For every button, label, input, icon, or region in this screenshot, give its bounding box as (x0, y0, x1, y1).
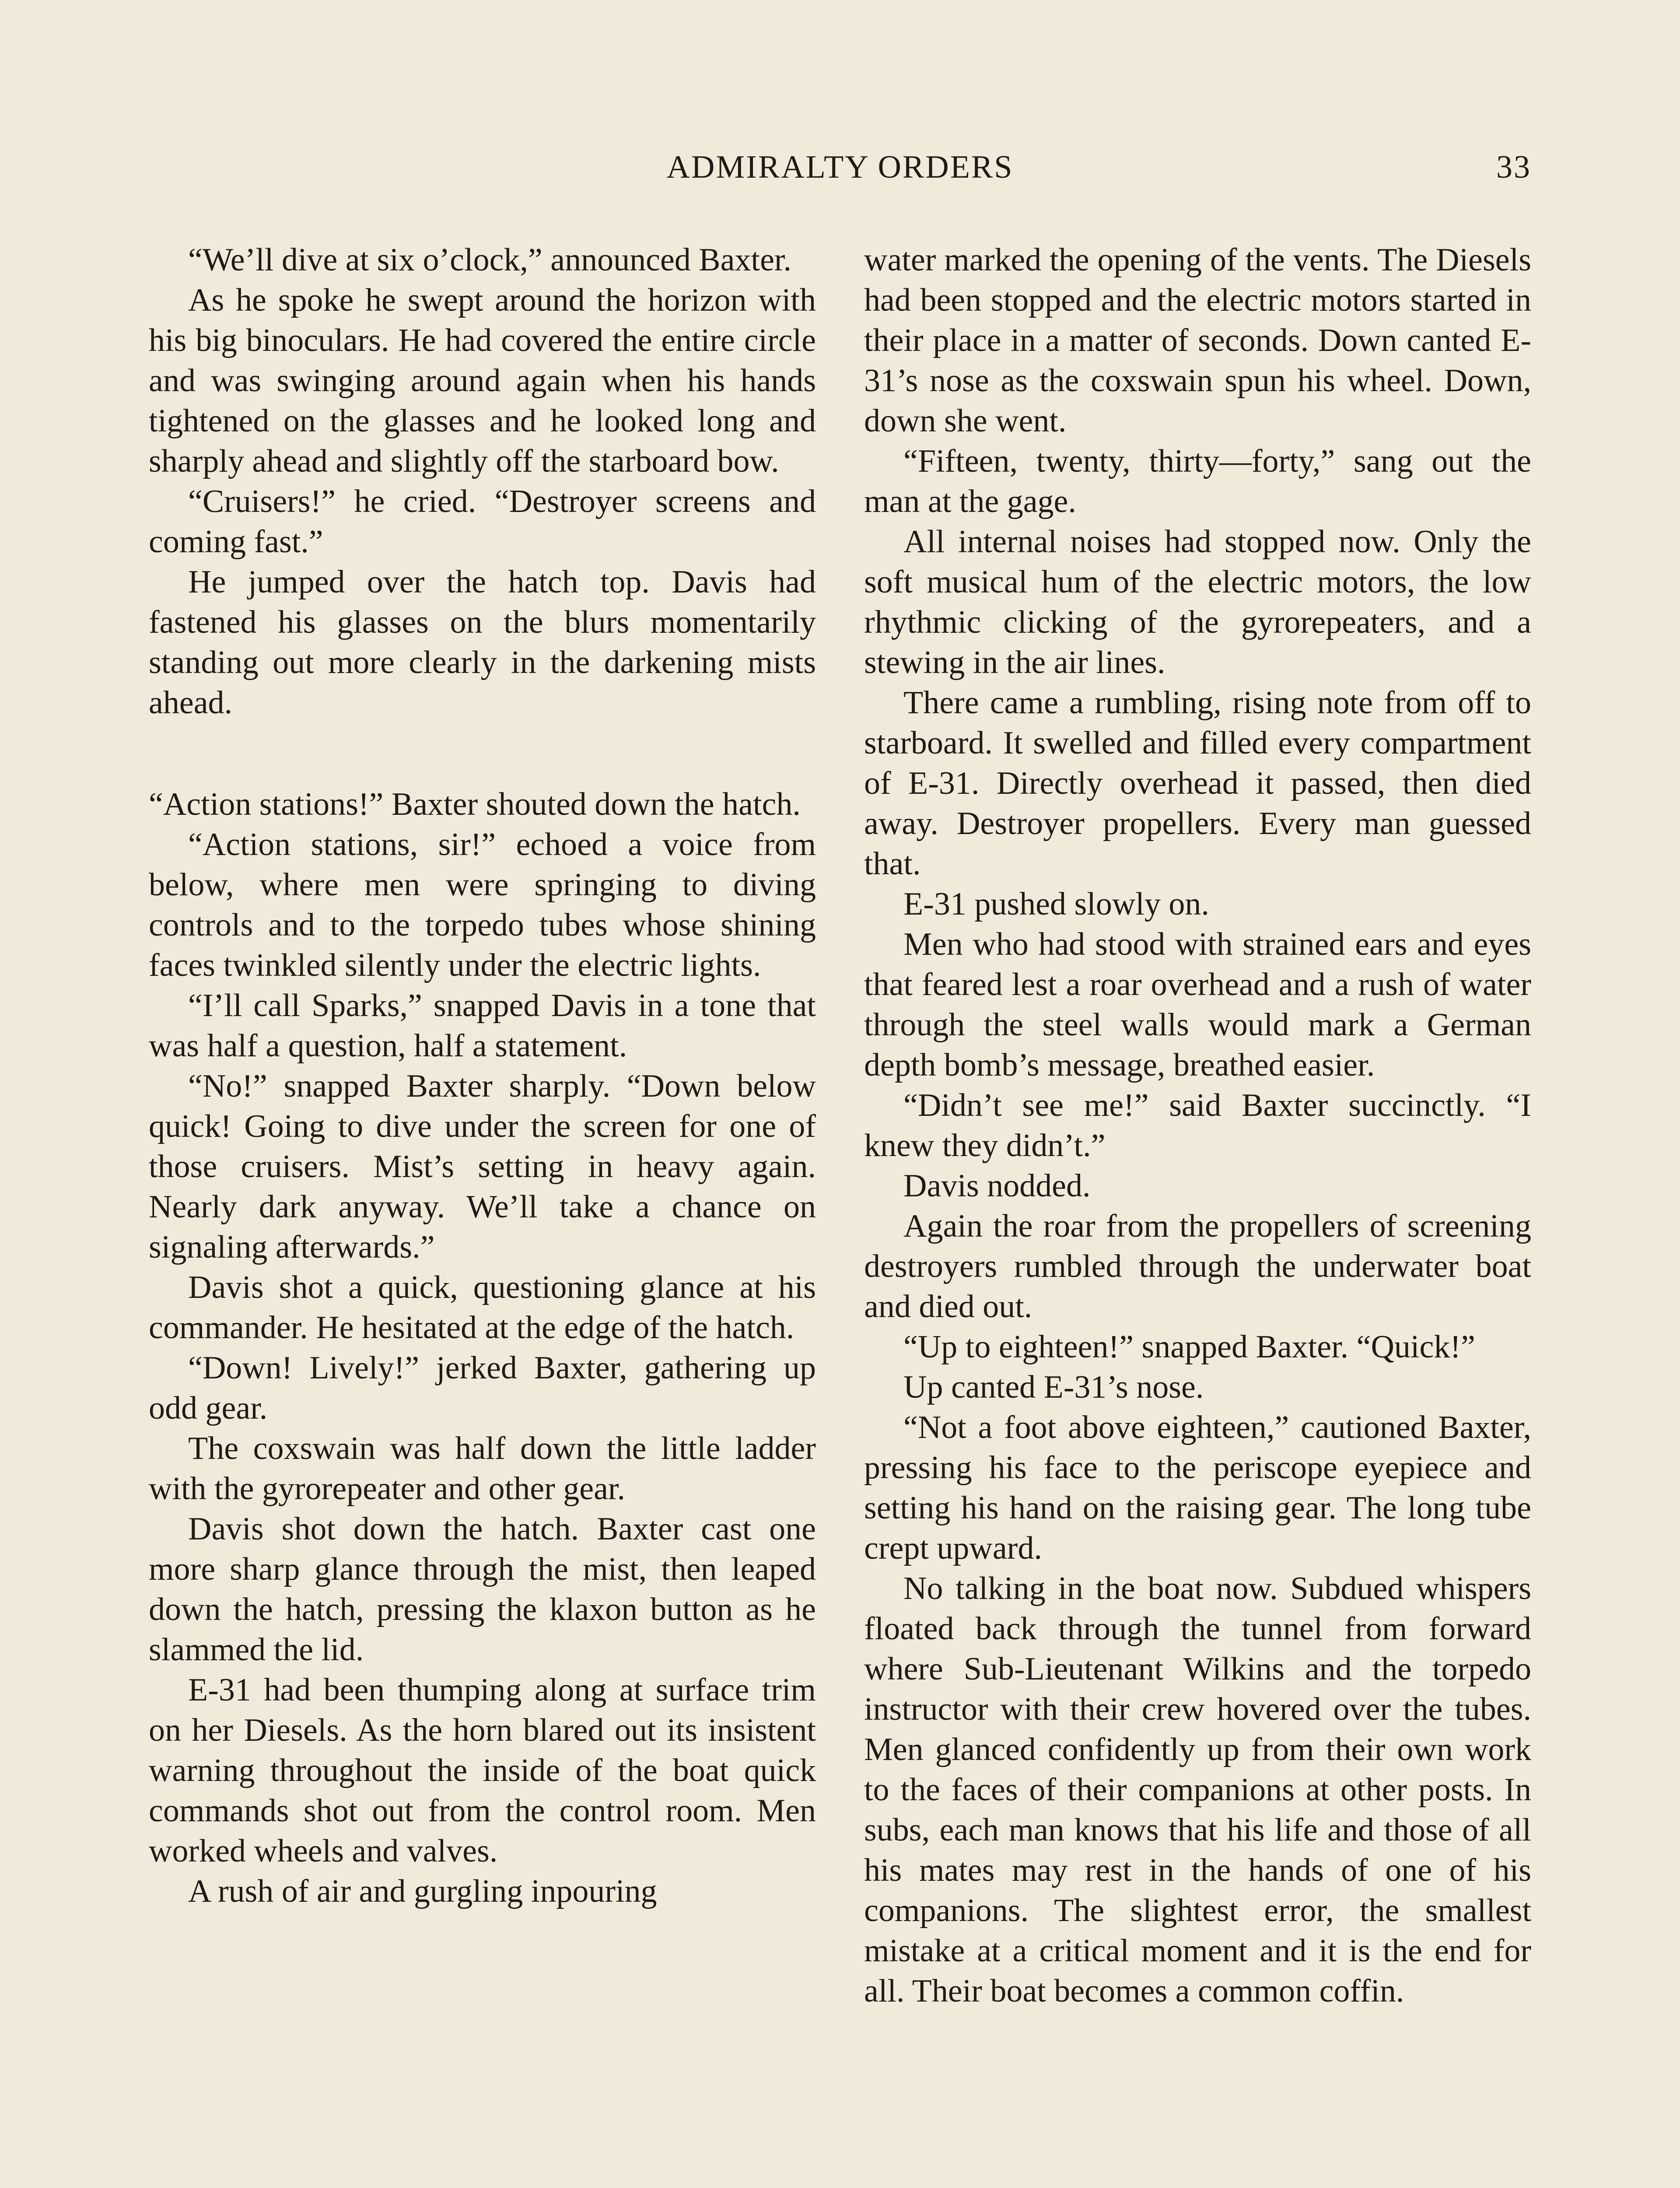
paragraph: “Didn’t see me!” said Baxter succinctly. “I knew they didn’t.” (864, 1087, 1531, 1164)
paragraph: Davis shot a quick, questioning glance at his commander. He hesitated at the edge of the hatch. (149, 1269, 816, 1346)
paragraph: Again the roar from the propellers of screening destroyers rumbled through the underwater boat and died out. (864, 1208, 1531, 1325)
paragraph: Up canted E-31’s nose. (903, 1369, 1204, 1405)
section-opening-paragraph: “Action stations!” Baxter shouted down the hatch. (149, 786, 801, 822)
paragraph: Davis nodded. (903, 1168, 1091, 1204)
running-title: ADMIRALTY ORDERS (666, 149, 1014, 185)
paragraph: He jumped over the hatch top. Davis had fastened his glasses on the blurs momentarily standing out more clearly in the darkening mists ahead. (149, 564, 816, 721)
left-column (149, 240, 816, 1911)
paragraph: “Cruisers!” he cried. “Destroyer screens and coming fast.” (149, 484, 816, 560)
paragraph: E-31 had been thumping along at surface trim on her Diesels. As the horn blared out its insistent warning throughout the inside of the boat quick commands shot out from the control room. Men worked wheels and valves. (149, 1672, 816, 1869)
paragraph: There came a rumbling, rising note from off to starboard. It swelled and filled every compartment of E-31. Directly overhead it passed, then died away. Destroyer propellers. Every man guessed that. (864, 685, 1531, 882)
paragraph: “No!” snapped Baxter sharply. “Down below quick! Going to dive under the screen for one of those cruisers. Mist’s setting in heavy again. Nearly dark anyway. We’ll take a chance on signaling afterwards.” (149, 1068, 816, 1265)
paragraph: The coxswain was half down the little ladder with the gyrorepeater and other gear. (149, 1431, 816, 1507)
paragraph: Davis shot down the hatch. Baxter cast one more sharp glance through the mist, then leaped down the hatch, pressing the klaxon button as he slammed the lid. (149, 1511, 816, 1668)
paragraph: “Up to eighteen!” snapped Baxter. “Quick!” (903, 1329, 1475, 1365)
right-column (864, 240, 1531, 2011)
paragraph: “Fifteen, twenty, thirty—forty,” sang out the man at the gage. (864, 443, 1531, 519)
paragraph: No talking in the boat now. Subdued whispers floated back through the tunnel from forward where Sub-Lieutenant Wilkins and the torpedo instructor with their crew hovered over the tubes. Men glanced confidently up from their own work to the faces of their companions at other posts. In subs, each man knows that his life and those of all his mates may rest in the hands of one of his companions. The slightest error, the smallest mistake at a critical moment and it is the end for all. Their boat becomes a common coffin. (864, 1571, 1531, 2009)
paragraph: “Action stations, sir!” echoed a voice from below, where men were springing to diving controls and to the torpedo tubes whose shining faces twinkled silently under the electric lights. (149, 827, 816, 983)
paragraph: Men who had stood with strained ears and eyes that feared lest a roar overhead and a rush of water through the steel walls would mark a German depth bomb’s message, breathed easier. (864, 926, 1531, 1083)
paragraph: A rush of air and gurgling inpouring (188, 1873, 657, 1909)
running-header (149, 149, 1531, 193)
paragraph: As he spoke he swept around the horizon with his big binoculars. He had covered the entire circle and was swinging around again when his hands tightened on the glasses and he looked long and sharply ahead and slightly off the starboard bow. (149, 282, 816, 479)
paragraph: “I’ll call Sparks,” snapped Davis in a tone that was half a question, half a statement. (149, 988, 816, 1064)
page-number: 33 (1496, 149, 1531, 185)
paragraph: All internal noises had stopped now. Only the soft musical hum of the electric motors, the low rhythmic clicking of the gyrorepeaters, and a stewing in the air lines. (864, 524, 1531, 680)
paragraph: E-31 pushed slowly on. (903, 886, 1209, 922)
paragraph: “Not a foot above eighteen,” cautioned Baxter, pressing his face to the periscope eyepiece and setting his hand on the raising gear. The long tube crept upward. (864, 1410, 1531, 1566)
paragraph: “We’ll dive at six o’clock,” announced Baxter. (188, 242, 791, 278)
paragraph-continued: water marked the opening of the vents. The Diesels had been stopped and the electric motors started in their place in a matter of seconds. Down canted E-31’s nose as the coxswain spun his wheel. Down, down she went. (864, 242, 1531, 439)
paragraph: “Down! Lively!” jerked Baxter, gathering up odd gear. (149, 1350, 816, 1426)
